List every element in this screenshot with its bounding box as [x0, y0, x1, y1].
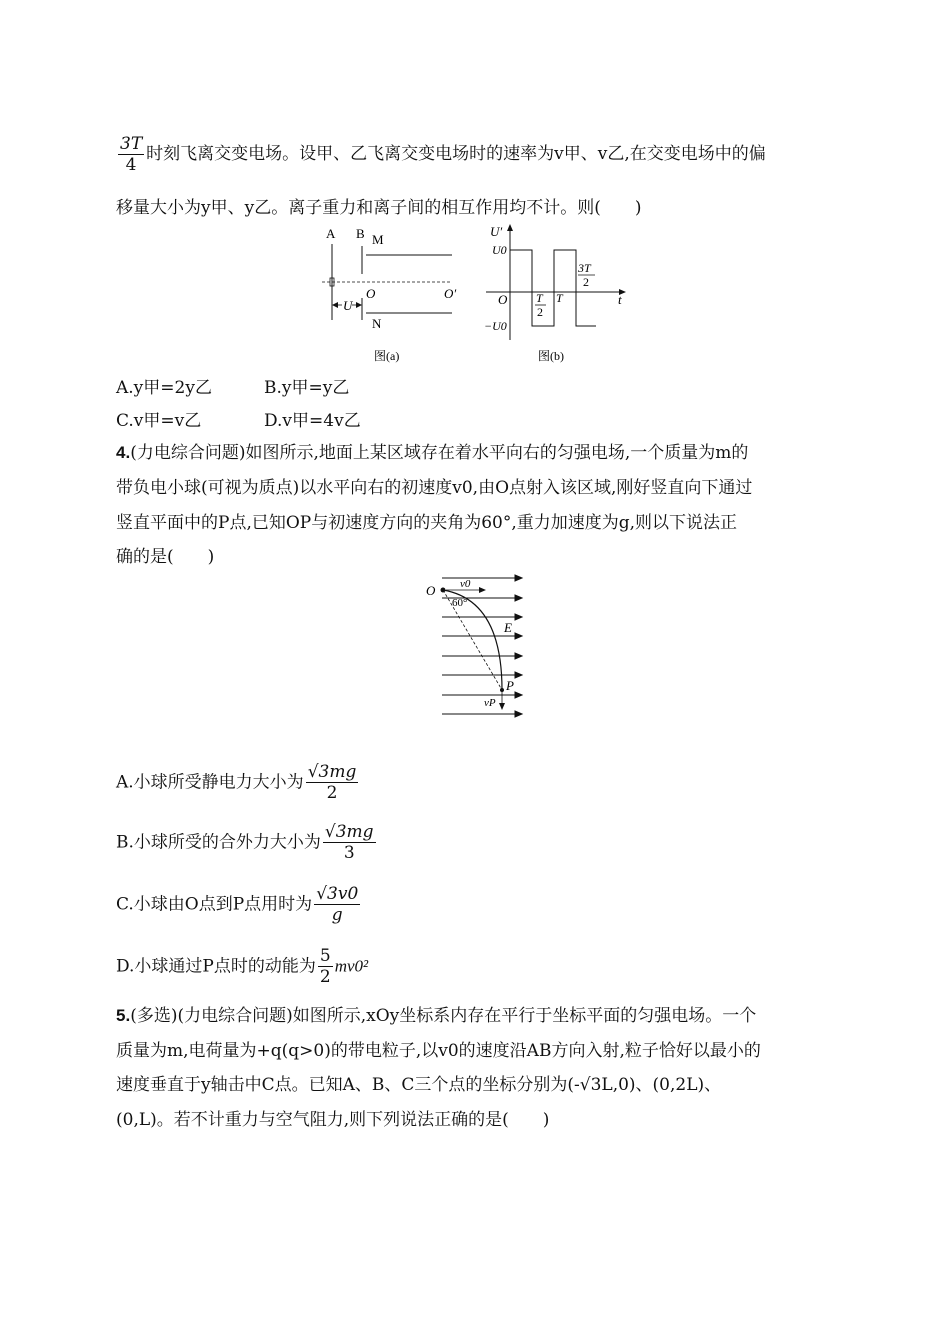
label-3t-half-num: 3T: [578, 261, 591, 275]
q5-text-line2: 质量为m,电荷量为+q(q>0)的带电粒子,以v0的速度沿AB方向入射,粒子恰好以最小的: [116, 1041, 761, 1061]
q4-line1-text: (力电综合问题)如图所示,地面上某区域存在着水平向右的匀强电场,一个质量为m的: [130, 443, 749, 463]
label-angle: 60°: [452, 597, 468, 609]
q3-text-line1: [116, 134, 766, 175]
figure-b: [480, 222, 640, 368]
label-E: E: [504, 620, 512, 635]
figure-a: [318, 222, 468, 368]
q3-option-c: C.v甲=v乙: [116, 411, 202, 431]
caption-a: 图(a): [374, 349, 400, 363]
q4-text-line1: [116, 441, 748, 465]
q3-option-d: D.v甲=4v乙: [264, 411, 361, 431]
fraction-denominator: 2: [319, 967, 331, 987]
label-O-prime: O′: [444, 286, 457, 301]
fraction-denominator: 4: [125, 155, 137, 175]
fraction-denominator: g: [331, 905, 343, 925]
label-t-half-num: T: [536, 291, 543, 305]
fraction-denominator: 3: [343, 843, 355, 863]
q5-line1-text: (多选)(力电综合问题)如图所示,xOy坐标系内存在平行于坐标平面的匀强电场。一个: [130, 1006, 757, 1026]
q4-option-d-text: D.小球通过P点时的动能为: [116, 956, 316, 977]
label-vP: vP: [484, 697, 496, 709]
label-O: O: [426, 583, 436, 598]
q5-text-line4: (0,L)。若不计重力与空气阻力,则下列说法正确的是( ): [116, 1110, 550, 1130]
q4-option-b: [116, 822, 378, 863]
fraction-3t-4: [118, 134, 144, 175]
q4-text-line2: 带负电小球(可视为质点)以水平向右的初速度v0,由O点射入该区域,刚好竖直向下通过: [116, 478, 753, 498]
label-t-half-den: 2: [537, 305, 543, 319]
axis-label-t: t: [618, 292, 622, 307]
q4-text-line3: 竖直平面中的P点,已知OP与初速度方向的夹角为60°,重力加速度为g,则以下说法正: [116, 513, 738, 533]
q4-option-c-text: C.小球由O点到P点用时为: [116, 894, 313, 915]
q3-option-b: B.y甲=y乙: [264, 378, 350, 398]
q5-text-line1: [116, 1004, 756, 1028]
q4-option-b-fraction: [323, 822, 376, 863]
fraction-numerator: √3mg: [307, 762, 357, 782]
q3-option-a: A.y甲=2y乙: [116, 378, 212, 398]
q4-option-c-fraction: [314, 884, 360, 925]
caption-b: 图(b): [538, 349, 564, 363]
label-v0: v0: [460, 578, 471, 590]
label-N: N: [372, 316, 382, 331]
q3-line1-text: 时刻飞离交变电场。设甲、乙飞离交变电场时的速率为v甲、v乙,在交变电场中的偏: [146, 144, 766, 164]
q4-text-line4: 确的是( ): [116, 547, 215, 567]
q3-text-line2: 移量大小为y甲、y乙。离子重力和离子间的相互作用均不计。则( ): [116, 198, 642, 218]
fraction-numerator: 5: [319, 946, 331, 966]
fraction-numerator: 3T: [120, 134, 143, 154]
label-M: M: [372, 232, 384, 247]
q4-number: 4.: [116, 443, 131, 462]
q4-option-d-tail: mv0²: [334, 956, 369, 976]
label-origin: O: [498, 292, 508, 307]
q4-option-d-fraction: [318, 946, 333, 987]
label-B: B: [356, 226, 365, 241]
q4-option-a-text: A.小球所受静电力大小为: [116, 772, 304, 793]
label-3t-half-den: 2: [583, 275, 589, 289]
label-neg-U0: −U0: [484, 319, 507, 333]
q5-text-line3: 速度垂直于y轴击中C点。已知A、B、C三个点的坐标分别为(-√3L,0)、(0,2L)、: [116, 1075, 722, 1095]
fraction-numerator: √3mg: [324, 822, 374, 842]
q5-number: 5.: [116, 1006, 131, 1025]
label-O: O: [366, 286, 376, 301]
q4-option-c: [116, 884, 362, 925]
q4-option-a-fraction: [306, 762, 359, 803]
figure-q4: [422, 570, 532, 722]
q4-option-d: [116, 946, 368, 987]
fraction-denominator: 2: [326, 783, 338, 803]
fraction-numerator: √3v0: [316, 884, 359, 904]
label-T: T: [556, 291, 563, 305]
label-A: A: [326, 226, 336, 241]
label-P: P: [506, 678, 514, 693]
label-U0: U0: [492, 243, 507, 257]
q4-option-a: [116, 762, 360, 803]
q4-option-b-text: B.小球所受的合外力大小为: [116, 832, 321, 853]
axis-label-U: U′: [490, 224, 503, 239]
label-U: U: [343, 298, 353, 313]
